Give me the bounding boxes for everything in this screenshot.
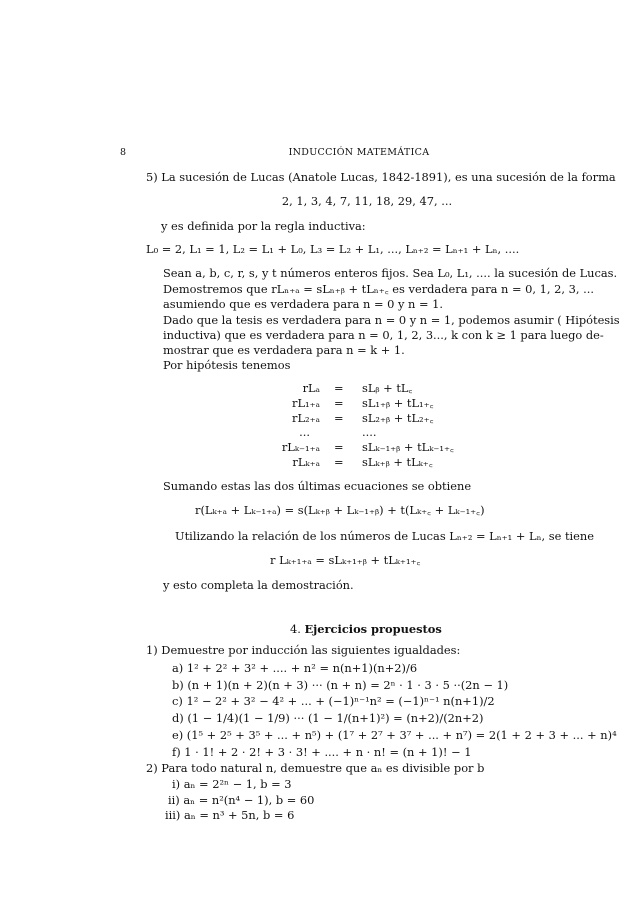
running-header: INDUCCIÓN MATEMÁTICA xyxy=(288,147,430,158)
paragraph-line: asumiendo que es verdadera para n = 0 y n = 1. xyxy=(163,297,444,311)
equation-eq: = xyxy=(334,411,344,425)
equation-eq: = xyxy=(334,381,344,395)
exercise-item: c) 1² − 2² + 3² − 4² + ... + (−1)ⁿ⁻¹n² = (−1)ⁿ⁻¹ n(n+1)/2 xyxy=(172,694,495,708)
paragraph-line: Demostremos que rLₙ₊ₐ = sLₙ₊ᵦ + tLₙ₊꜀ es verdadera para n = 0, 1, 2, 3, ... xyxy=(163,282,594,296)
equation-lhs: rL₂₊ₐ xyxy=(292,411,320,425)
equation-lhs: rL₁₊ₐ xyxy=(292,396,320,410)
lucas-sequence: 2, 1, 3, 4, 7, 11, 18, 29, 47, ... xyxy=(281,194,453,208)
paragraph-line: Sean a, b, c, r, s, y t números enteros fijos. Sea L₀, L₁, .... la sucesión de Lucas. xyxy=(163,266,618,280)
exercise-item: e) (1⁵ + 2⁵ + 3⁵ + ... + n⁵) + (1⁷ + 2⁷ + 3⁷ + ... + n⁷) = 2(1 + 2 + 3 + ... + n)⁴ xyxy=(172,728,617,742)
equation-rhs: .... xyxy=(362,425,377,439)
equation-lhs: ... xyxy=(299,425,310,439)
using-text: Utilizando la relación de los números de Lucas Lₙ₊₂ = Lₙ₊₁ + Lₙ, se tiene xyxy=(175,529,595,543)
closing-text: y esto completa la demostración. xyxy=(163,578,354,592)
equation-rhs: sLₖ₊ᵦ + tLₖ₊꜀ xyxy=(362,455,433,469)
equation-lhs: rLₖ₋₁₊ₐ xyxy=(281,440,320,454)
exercise-1-intro: 1) Demuestre por inducción las siguientes igualdades: xyxy=(146,643,461,657)
equation-rhs: sLₖ₋₁₊ᵦ + tLₖ₋₁₊꜀ xyxy=(362,440,454,454)
equation-eq: = xyxy=(334,396,344,410)
equation-rhs: sL₁₊ᵦ + tL₁₊꜀ xyxy=(362,396,434,410)
final-equation: r Lₖ₊₁₊ₐ = sLₖ₊₁₊ᵦ + tLₖ₊₁₊꜀ xyxy=(270,553,421,567)
exercise-item: b) (n + 1)(n + 2)(n + 3) ··· (n + n) = 2ⁿ · 1 · 3 · 5 ··(2n − 1) xyxy=(172,678,509,692)
section-heading xyxy=(290,622,442,636)
equation-eq: = xyxy=(334,440,344,454)
paragraph-line: inductiva) que es verdadera para n = 0, 1, 2, 3..., k con k ≥ 1 para luego de- xyxy=(163,328,604,342)
paragraph-line: mostrar que es verdadera para n = k + 1. xyxy=(163,343,405,357)
section-number: 4. xyxy=(290,622,301,636)
equation-lhs: rLₖ₊ₐ xyxy=(292,455,320,469)
equation-lhs: rLₐ xyxy=(302,381,320,395)
exercise-item: i) aₙ = 2²ⁿ − 1, b = 3 xyxy=(172,777,292,791)
equation-eq: = xyxy=(334,455,344,469)
exercise-item: iii) aₙ = n³ + 5n, b = 6 xyxy=(165,808,295,822)
exercise-item: ii) aₙ = n²(n⁴ − 1), b = 60 xyxy=(168,793,315,807)
sum-equation: r(Lₖ₊ₐ + Lₖ₋₁₊ₐ) = s(Lₖ₊ᵦ + Lₖ₋₁₊ᵦ) + t(Lₖ₊꜀ + Lₖ₋₁₊꜀) xyxy=(195,503,485,517)
exercise-item: a) 1² + 2² + 3² + .... + n² = n(n+1)(n+2)/6 xyxy=(172,661,418,675)
exercise-2-intro: 2) Para todo natural n, demuestre que aₙ es divisible por b xyxy=(146,761,485,775)
sum-text: Sumando estas las dos últimas ecuaciones se obtiene xyxy=(163,479,472,493)
exercise-item: f) 1 · 1! + 2 · 2! + 3 · 3! + .... + n · n! = (n + 1)! − 1 xyxy=(172,745,472,759)
section-title: Ejercicios propuestos xyxy=(304,622,442,636)
lucas-item-title: 5) La sucesión de Lucas (Anatole Lucas, 1842-1891), es una sucesión de la forma xyxy=(146,170,616,184)
paragraph-line: Dado que la tesis es verdadera para n = 0 y n = 1, podemos asumir ( Hipótesis xyxy=(163,313,620,327)
equation-rhs: sL₂₊ᵦ + tL₂₊꜀ xyxy=(362,411,434,425)
lucas-rule: L₀ = 2, L₁ = 1, L₂ = L₁ + L₀, L₃ = L₂ + L₁, ..., Lₙ₊₂ = Lₙ₊₁ + Lₙ, .... xyxy=(146,242,520,256)
page-number: 8 xyxy=(120,147,127,158)
equation-rhs: sLᵦ + tL꜀ xyxy=(362,381,413,395)
paragraph-line: Por hipótesis tenemos xyxy=(163,358,291,372)
lucas-defined-text: y es definida por la regla inductiva: xyxy=(161,219,366,233)
exercise-item: d) (1 − 1/4)(1 − 1/9) ··· (1 − 1/(n+1)²) = (n+2)/(2n+2) xyxy=(172,711,484,725)
